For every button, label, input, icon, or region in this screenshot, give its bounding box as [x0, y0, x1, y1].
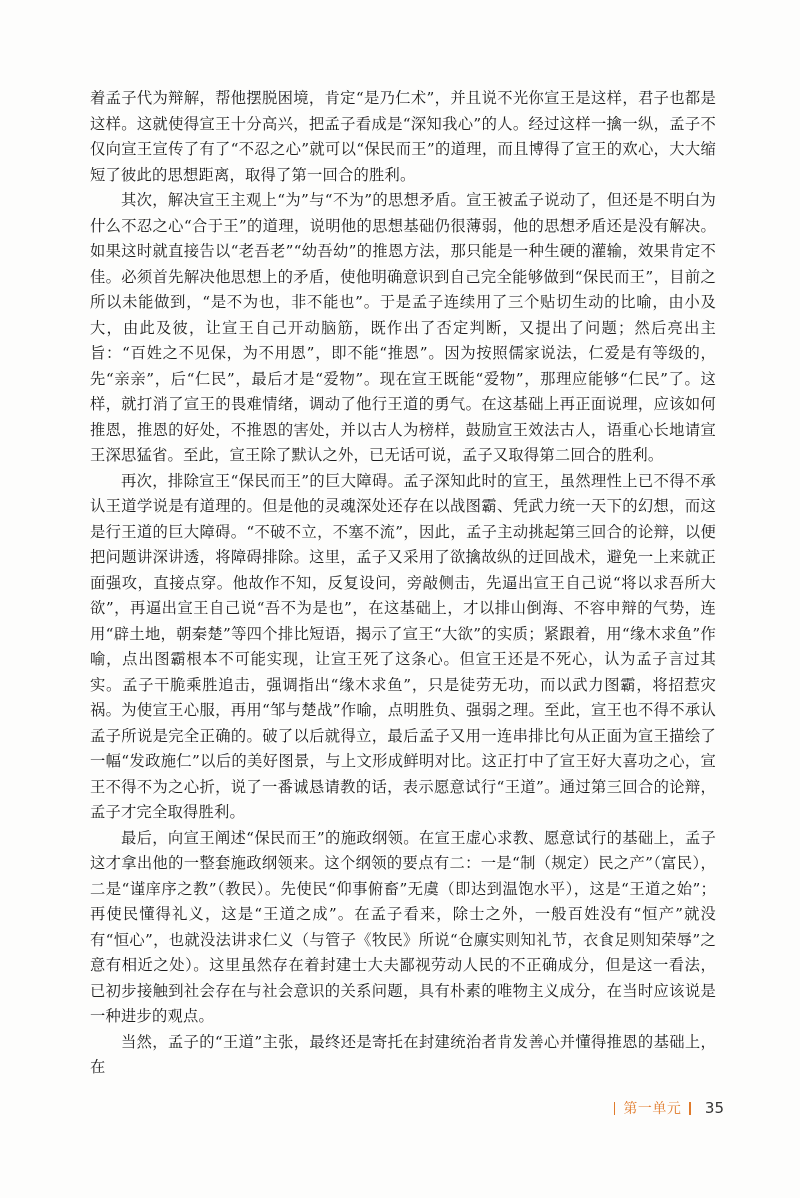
- paragraph-5: 当然，孟子的“王道”主张，最终还是寄托在封建统治者肯发善心并懂得推恩的基础上，在: [90, 1032, 716, 1076]
- divider-right: [689, 1102, 691, 1115]
- page-footer: [606, 1098, 724, 1118]
- paragraph-3: 再次，排除宣王“保民而王”的巨大障碍。孟子深知此时的宣王，虽然理性上已不得不承认王道学说是有道理的。但是他的灵魂深处还存在以战图霸、凭武力统一天下的幻想，而这是行王道的巨大障碍。“不破不立，不塞不流”，因此，孟子主动挑起第三回合的论辩，以便把问题讲深讲透，将障碍排除。这里，孟子又采用了欲擒故纵的迂回战术，避免一上来就正面强攻，直接点穿。他故作不知，反复设问，旁敲侧击，先逼出宣王自己说“将以求吾所大欲”，再逼出宣王自己说“吾不为是也”，在这基础上，才以排山倒海、不容申辩的气势，连用“辟土地，朝秦楚”等四个排比短语，揭示了宣王“大欲”的实质；紧跟着，用“缘木求鱼”作喻，点出图霸根本不可能实现，让宣王死了这条心。但宣王还是不死心，认为孟子言过其实。孟子干脆乘胜追击，强调指出“缘木求鱼”，只是徒劳无功，而以武力图霸，将招惹灾祸。为使宣王心服，再用“邹与楚战”作喻，点明胜负、强弱之理。至此，宣王也不得不承认孟子所说是完全正确的。破了以后就得立，最后孟子又用一连串排比句从正面为宣王描绘了一幅“发政施仁”以后的美好图景，与上文形成鲜明对比。这正打中了宣王好大喜功之心，宣王不得不为之心折，说了一番诚恳请教的话，表示愿意试行“王道”。通过第三回合的论辩，孟子才完全取得胜利。: [90, 471, 716, 821]
- paragraph-2: 其次，解决宣王主观上“为”与“不为”的思想矛盾。宣王被孟子说动了，但还是不明白为什么不忍之心“合于王”的道理，说明他的思想基础仍很薄弱，他的思想矛盾还是没有解决。如果这时就直接告以“老吾老”“幼吾幼”的推恩方法，那只能是一种生硬的灌输，效果肯定不佳。必须首先解决他思想上的矛盾，使他明确意识到自己完全能够做到“保民而王”，目前之所以未能做到，“是不为也，非不能也”。于是孟子连续用了三个贴切生动的比喻，由小及大，由此及彼，让宣王自己开动脑筋，既作出了否定判断，又提出了问题；然后亮出主旨：“百姓之不见保，为不用恩”，即不能“推恩”。因为按照儒家说法，仁爱是有等级的，先“亲亲”，后“仁民”，最后才是“爱物”。现在宣王既能“爱物”，那理应能够“仁民”了。这样，就打消了宣王的畏难情绪，调动了他行王道的勇气。在这基础上再正面说理，应该如何推恩，推恩的好处，不推恩的害处，并以古人为榜样，鼓励宣王效法古人，语重心长地请宣王深思猛省。至此，宣王除了默认之外，已无话可说，孟子又取得第二回合的胜利。: [90, 191, 716, 464]
- divider-left: [614, 1102, 616, 1115]
- unit-label: 第一单元: [623, 1101, 682, 1117]
- body-text: [90, 86, 716, 1081]
- page-number: 35: [704, 1099, 724, 1117]
- paragraph-1: 着孟子代为辩解，帮他摆脱困境，肯定“是乃仁术”，并且说不光你宣王是这样，君子也都是这样。这就使得宣王十分高兴，把孟子看成是“深知我心”的人。经过这样一擒一纵，孟子不仅向宣王宣传了有了“不忍之心”就可以“保民而王”的道理，而且博得了宣王的欢心，大大缩短了彼此的思想距离，取得了第一回合的胜利。: [90, 89, 716, 184]
- paragraph-4: 最后，向宣王阐述“保民而王”的施政纲领。在宣王虚心求教、愿意试行的基础上，孟子这才拿出他的一整套施政纲领来。这个纲领的要点有二：一是“制（规定）民之产”（富民），二是“谨庠序之教”（教民）。先使民“仰事俯畜”无虞（即达到温饱水平），这是“王道之始”；再使民懂得礼义，这是“王道之成”。在孟子看来，除士之外，一般百姓没有“恒产”就没有“恒心”，也就没法讲求仁义（与管子《牧民》所说“仓廪实则知礼节，衣食足则知荣辱”之意有相近之处）。这里虽然存在着封建士大夫鄙视劳动人民的不正确成分，但是这一看法，已初步接触到社会存在与社会意识的关系问题，具有朴素的唯物主义成分，在当时应该说是一种进步的观点。: [90, 828, 716, 1025]
